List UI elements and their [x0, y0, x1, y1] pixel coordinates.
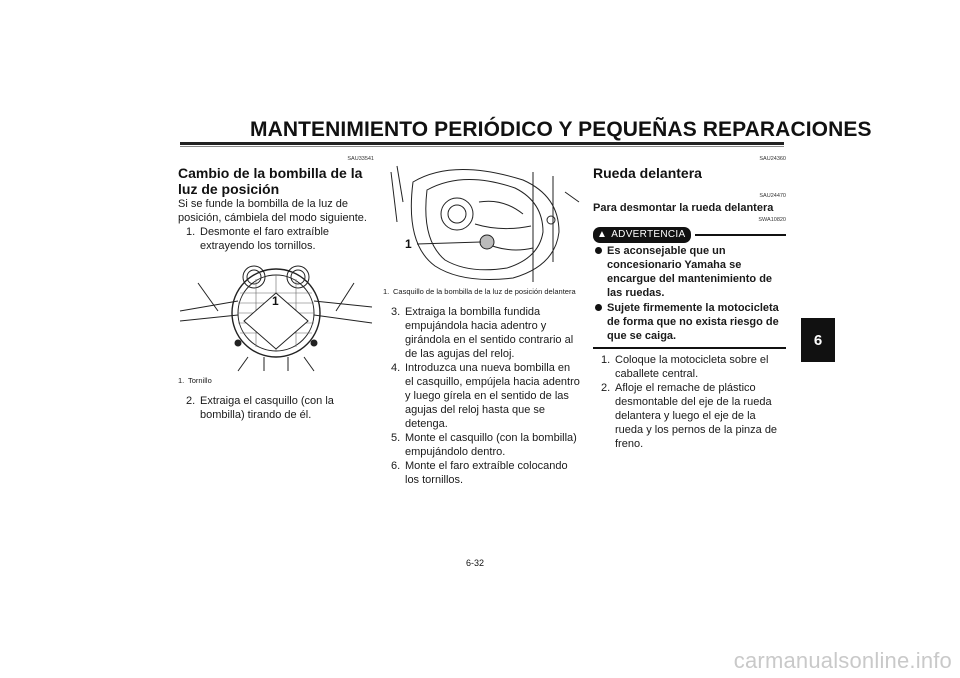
chapter-tab: 6 [801, 318, 835, 362]
section-code: SAU24360 [759, 156, 786, 162]
figure-callout: 1 [272, 294, 279, 308]
figure-caption: 1. Casquillo de la bombilla de la luz de posición delantera [383, 287, 576, 296]
title-rule-thin [180, 146, 784, 147]
warning-badge: ▲ ADVERTENCIA [593, 227, 691, 243]
column-3 [593, 150, 786, 451]
bulb-socket-figure [383, 162, 581, 284]
warning-end-rule [593, 347, 786, 349]
steps-list [383, 305, 581, 487]
steps-list [593, 353, 786, 451]
watermark: carmanualsonline.info [733, 648, 952, 673]
step-item: 4. Introduzca una nueva bombilla en el casquillo, empújela hacia adentro y luego gírela en el sentido de las agujas del reloj hasta que se detenga. [391, 362, 580, 430]
column-1 [178, 150, 374, 422]
subsection-code: SAU24470 [759, 193, 786, 199]
warning-code: SWA10820 [758, 217, 786, 223]
intro-text: Si se funde la bombilla de la luz de posición, cámbiela del modo siguiente. [178, 198, 367, 224]
section-code: SAU33541 [347, 156, 374, 162]
warning-item: Sujete firmemente la motocicleta de forma que no exista riesgo de que se caiga. [593, 301, 786, 343]
step-item: 3. Extraiga la bombilla fundida empujándola hacia adentro y girándola en el sentido contrario al de las agujas del reloj. [391, 306, 574, 360]
steps-list [178, 225, 374, 253]
step-item: 2. Afloje el remache de plástico desmontable del eje de la rueda delantera y luego el eje de la rueda y los pernos de la pinza de freno. [601, 381, 778, 450]
step-item: 1. Coloque la motocicleta sobre el caballete central. [601, 353, 769, 380]
column-2 [383, 150, 581, 487]
section-heading: Cambio de la bombilla de la luz de posición [178, 165, 363, 197]
warning-rule [695, 234, 786, 236]
warning-item: Es aconsejable que un concesionario Yamaha se encargue del mantenimiento de las ruedas. [593, 244, 786, 300]
warning-header [593, 227, 786, 243]
step-item: 2. Extraiga el casquillo (con la bombilla) tirando de él. [186, 395, 334, 421]
warning-body [593, 244, 786, 343]
step-item: 6. Monte el faro extraíble colocando los tornillos. [391, 460, 568, 486]
step-item: 1. Desmonte el faro extraíble extrayendo los tornillos. [186, 226, 330, 252]
subsection-heading: Para desmontar la rueda delantera [593, 202, 774, 214]
step-item: 5. Monte el casquillo (con la bombilla) empujándolo dentro. [391, 432, 577, 458]
bullet-icon [595, 247, 602, 254]
title-rule [180, 142, 784, 145]
figure-callout: 1 [405, 237, 412, 251]
bullet-icon [595, 304, 602, 311]
steps-list [178, 394, 374, 422]
section-heading: Rueda delantera [593, 165, 702, 181]
page-title: MANTENIMIENTO PERIÓDICO Y PEQUEÑAS REPARACIONES [250, 118, 872, 141]
page-number: 6-32 [466, 558, 485, 568]
headlight-figure [178, 263, 374, 373]
warning-triangle-icon: ▲ [597, 229, 608, 240]
figure-caption: 1. Tornillo [178, 376, 212, 385]
